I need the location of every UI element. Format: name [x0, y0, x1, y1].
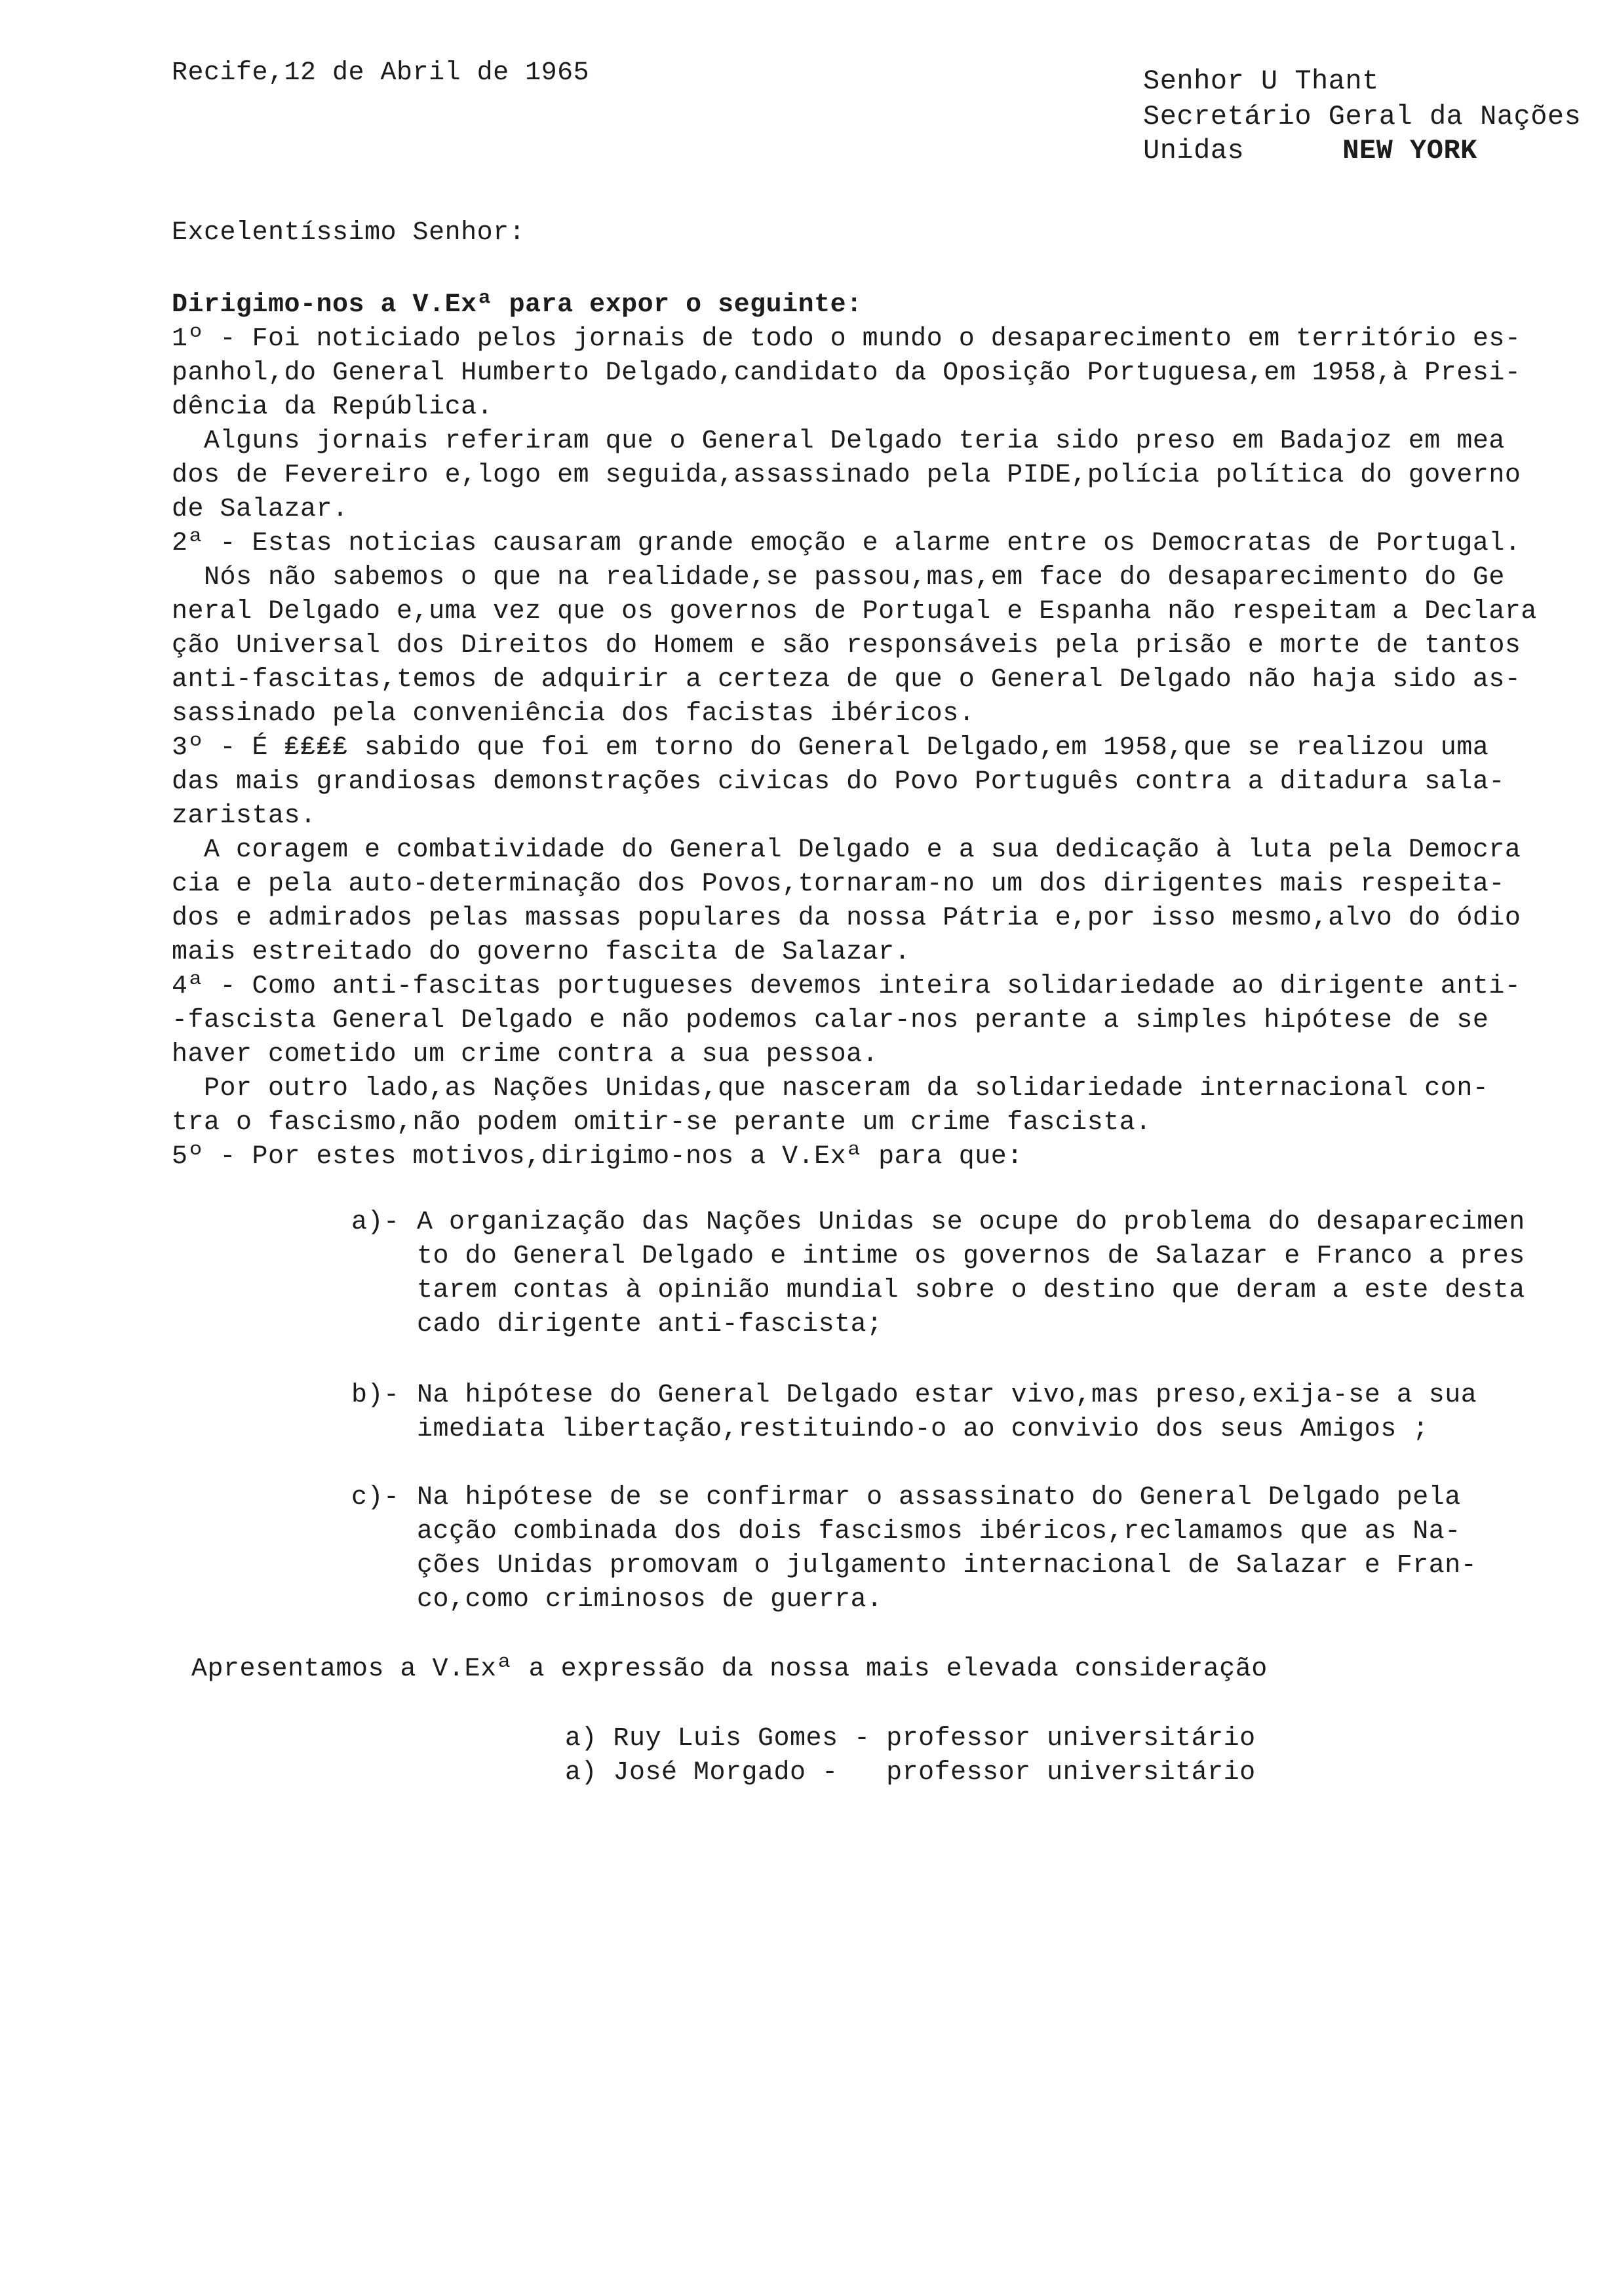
body-line: ção Universal dos Direitos do Homem e são responsáveis pela prisão e morte de tantos	[172, 631, 1521, 660]
body-line: Por outro lado,as Nações Unidas,que nasceram da solidariedade internacional con-	[172, 1074, 1489, 1103]
body-line: dos de Fevereiro e,logo em seguida,assassinado pela PIDE,polícia política do governo	[172, 461, 1521, 490]
body-line: anti-fascitas,temos de adquirir a certeza de que o General Delgado não haja sido as-	[172, 665, 1521, 695]
item-c-label: c)-	[351, 1483, 400, 1512]
salutation: Excelentíssimo Senhor:	[172, 218, 526, 248]
body-line: -fascista General Delgado e não podemos calar-nos perante a simples hipótese de se	[172, 1006, 1489, 1035]
item-b-label: b)-	[351, 1381, 400, 1410]
recipient-org	[1143, 134, 1477, 168]
item-a-line: to do General Delgado e intime os governos de Salazar e Franco a pres	[417, 1242, 1525, 1271]
item-b-line: imediata libertação,restituindo-o ao convivio dos seus Amigos ;	[417, 1415, 1429, 1444]
place-date: Recife,12 de Abril de 1965	[172, 58, 590, 88]
body-line: A coragem e combatividade do General Delgado e a sua dedicação à luta pela Democra	[172, 835, 1521, 865]
body-line: 1º - Foi noticiado pelos jornais de todo o mundo o desaparecimento em território es-	[172, 324, 1521, 354]
intro-line: Dirigimo-nos a V.Exª para expor o seguinte:	[172, 290, 863, 320]
body-line: panhol,do General Humberto Delgado,candidato da Oposição Portuguesa,em 1958,à Presi-	[172, 358, 1521, 388]
body-line: das mais grandiosas demonstrações civicas do Povo Português contra a ditadura sala-	[172, 767, 1505, 797]
signature-line: a) José Morgado - professor universitário	[565, 1758, 1256, 1788]
signature-line: a) Ruy Luis Gomes - professor universitário	[565, 1724, 1256, 1753]
body-line: de Salazar.	[172, 495, 349, 524]
item-a-line: A organização das Nações Unidas se ocupe do problema do desaparecimen	[417, 1208, 1525, 1237]
closing-line: Apresentamos a V.Exª a expressão da nossa mais elevada consideração	[191, 1655, 1268, 1684]
item-c-line: acção combinada dos dois fascismos ibéricos,reclamamos que as Na-	[417, 1517, 1461, 1546]
recipient-city: NEW YORK	[1342, 135, 1477, 166]
body-line: neral Delgado e,uma vez que os governos de Portugal e Espanha não respeitam a Declara	[172, 597, 1537, 626]
body-line: dos e admirados pelas massas populares da nossa Pátria e,por isso mesmo,alvo do ódio	[172, 904, 1521, 933]
body-line: cia e pela auto-determinação dos Povos,tornaram-no um dos dirigentes mais respeita-	[172, 870, 1505, 899]
body-line: 3º - É ₤₤₤₤ sabido que foi em torno do General Delgado,em 1958,que se realizou uma	[172, 733, 1489, 763]
item-a-line: tarem contas à opinião mundial sobre o destino que deram a este desta	[417, 1276, 1525, 1305]
body-line: zaristas.	[172, 801, 317, 831]
item-c-line: ções Unidas promovam o julgamento internacional de Salazar e Fran-	[417, 1551, 1477, 1580]
item-b-line: Na hipótese do General Delgado estar vivo,mas preso,exija-se a sua	[417, 1381, 1477, 1410]
recipient-name: Senhor U Thant	[1143, 66, 1379, 97]
item-c-line: Na hipótese de se confirmar o assassinato do General Delgado pela	[417, 1483, 1461, 1512]
body-line: mais estreitado do governo fascita de Salazar.	[172, 938, 911, 967]
recipient-title: Secretário Geral da Nações	[1143, 101, 1582, 132]
item-c-line: co,como criminosos de guerra.	[417, 1585, 883, 1615]
body-line: sassinado pela conveniência dos facistas ibéricos.	[172, 699, 975, 729]
body-line: Alguns jornais referiram que o General Delgado teria sido preso em Badajoz em mea	[172, 427, 1505, 456]
item-a-line: cado dirigente anti-fascista;	[417, 1310, 883, 1339]
recipient-org-name: Unidas	[1143, 135, 1245, 166]
body-line: 4ª - Como anti-fascitas portugueses devemos inteira solidariedade ao dirigente anti-	[172, 972, 1521, 1001]
body-line: 5º - Por estes motivos,dirigimo-nos a V.Exª para que:	[172, 1142, 1023, 1172]
body-line: Nós não sabemos o que na realidade,se passou,mas,em face do desaparecimento do Ge	[172, 563, 1505, 592]
body-line: 2ª - Estas noticias causaram grande emoção e alarme entre os Democratas de Portugal.	[172, 529, 1521, 558]
item-a-label: a)-	[351, 1208, 400, 1237]
body-line: haver cometido um crime contra a sua pessoa.	[172, 1040, 879, 1069]
body-line: dência da República.	[172, 392, 494, 422]
body-line: tra o fascismo,não podem omitir-se perante um crime fascista.	[172, 1108, 1152, 1138]
